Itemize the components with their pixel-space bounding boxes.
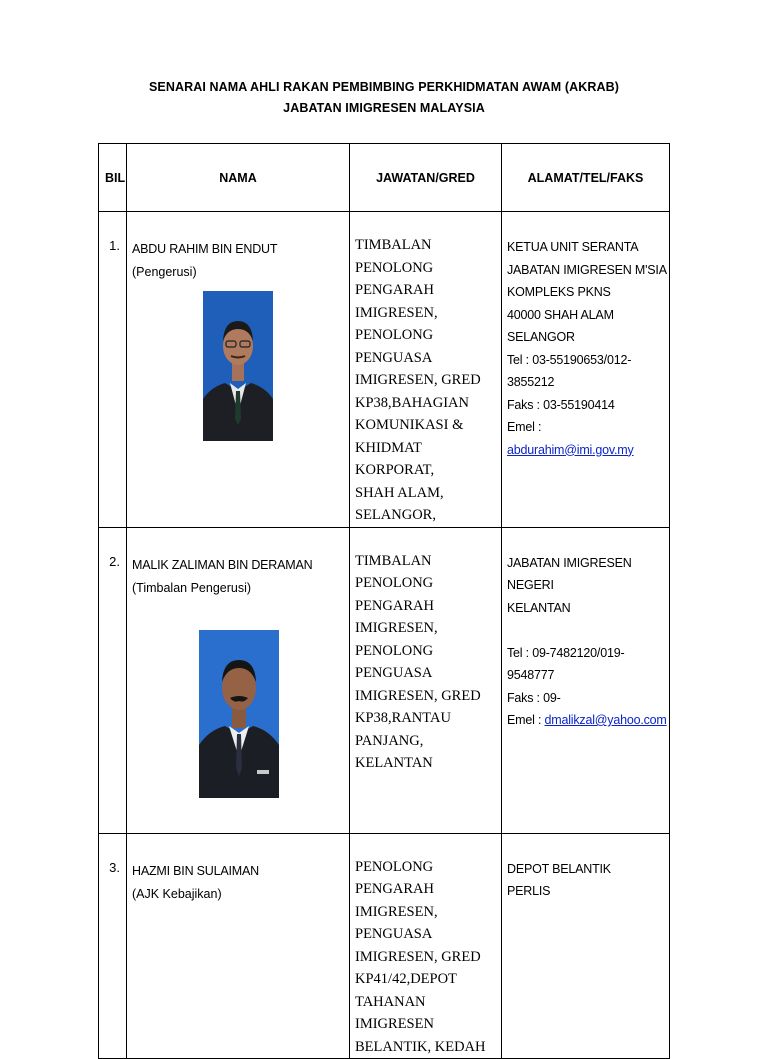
members-table [98,143,670,1059]
email-link[interactable]: abdurahim@imi.gov.my [507,442,634,457]
emel-line: Emel : abdurahim@imi.gov.my [507,420,634,457]
table-row [99,833,670,1059]
row-number: 3. [99,833,127,1059]
jawatan-text: TIMBALAN PENOLONG PENGARAH IMIGRESEN, PENOLONG PENGUASA IMIGRESEN, GRED KP38,BAHAGIAN KOMUNIKASI & KHIDMAT KORPORAT, SHAH ALAM, SELANGOR, [355,237,481,523]
jawatan-cell [350,527,502,833]
row-number: 1. [99,212,127,528]
member-name: ABDU RAHIM BIN ENDUT [132,242,278,256]
header-nama: NAMA [127,144,350,212]
alamat-text: JABATAN IMIGRESEN NEGERI KELANTAN Tel : 09-7482120/019-9548777 Faks : 09- Emel : dmalikzal@yahoo.com [502,528,669,732]
email-link[interactable]: dmalikzal@yahoo.com [544,713,667,727]
document-title: SENARAI NAMA AHLI RAKAN PEMBIMBING PERKHIDMATAN AWAM (AKRAB) [148,80,620,94]
faks-text: Faks : 03-55190414 [507,397,615,412]
member-role: (AJK Kebajikan) [132,886,222,901]
table-row [99,527,670,833]
tel-text: Tel : 03-55190653/012-3855212 [507,352,632,389]
header-jawatan: JAWATAN/GRED [350,144,502,212]
alamat-text: DEPOT BELANTIK PERLIS [507,861,611,898]
member-name: MALIK ZALIMAN BIN DERAMAN [132,557,313,572]
header-alamat: ALAMAT/TEL/FAKS [502,144,670,212]
member-role: (Timbalan Pengerusi) [132,580,252,595]
jawatan-text: TIMBALAN PENOLONG PENGARAH IMIGRESEN, PENOLONG PENGUASA IMIGRESEN, GRED KP38,RANTAU PANJANG, KELANTAN [355,552,481,771]
document-subtitle: JABATAN IMIGRESEN MALAYSIA [283,101,485,115]
alamat-cell [502,527,670,833]
name-cell [127,527,350,833]
jawatan-text: PENOLONG PENGARAH IMIGRESEN, PENGUASA IMIGRESEN, GRED KP41/42,DEPOT TAHANAN IMIGRESEN BELANTIK, KEDAH [355,858,486,1055]
row-number: 2. [99,527,127,833]
alamat-cell [502,833,670,1059]
alamat-text: KETUA UNIT SERANTA JABATAN IMIGRESEN M'SIA KOMPLEKS PKNS 40000 SHAH ALAM SELANGOR Tel : 03-55190653/012-3855212 Faks : 03-55190414 Emel : abdurahim@imi.gov.my [502,212,669,461]
jawatan-cell [350,212,502,528]
member-photo [203,291,273,441]
member-name: HAZMI BIN SULAIMAN [132,863,259,878]
jawatan-cell [350,833,502,1059]
header-row [99,144,670,212]
faks-text: Faks : 09- [507,690,561,705]
name-cell [127,833,350,1059]
header-bil: BIL [99,144,127,212]
member-photo [199,630,279,798]
tel-text: Tel : 09-7482120/019-9548777 [507,645,625,682]
name-cell [127,212,350,528]
table-row [99,212,670,528]
emel-line: Emel : dmalikzal@yahoo.com [507,713,667,727]
member-role: (Pengerusi) [132,265,197,279]
alamat-cell [502,212,670,528]
